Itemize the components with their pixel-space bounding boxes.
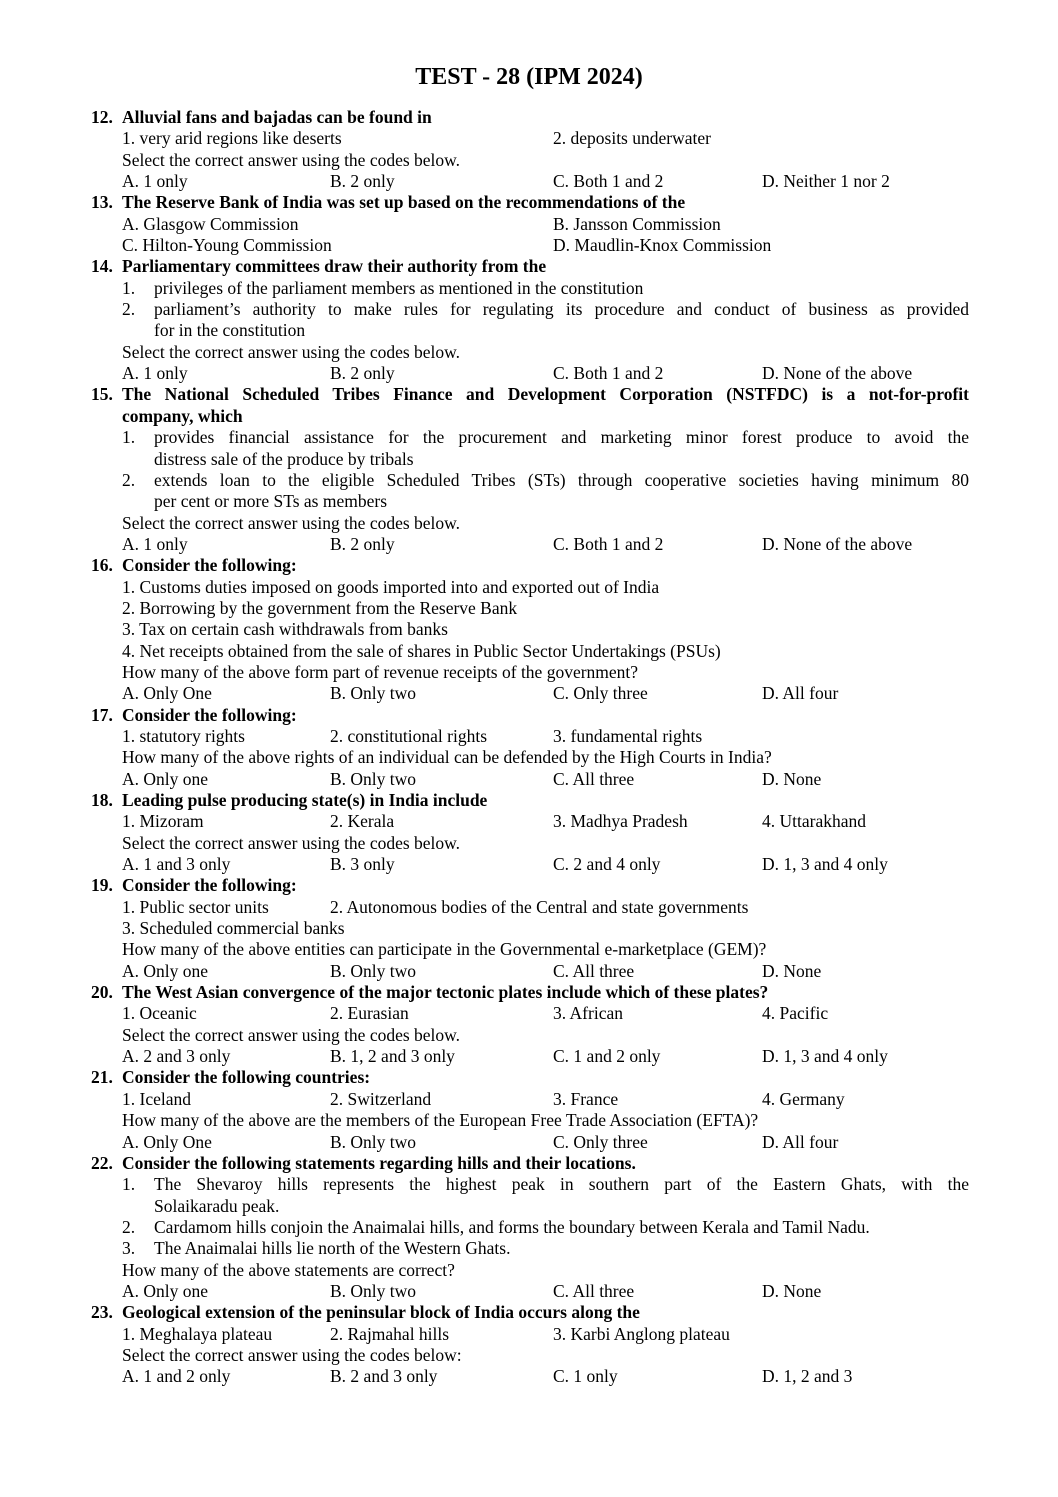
answer-options <box>91 171 969 192</box>
statement-1-cont <box>91 449 969 470</box>
option-b: B. Only two <box>330 1131 417 1152</box>
answer-options <box>91 1366 969 1387</box>
option-d: D. Maudlin-Knox Commission <box>553 235 772 256</box>
instruction: Select the correct answer using the codes below: <box>122 1344 462 1365</box>
question-16 <box>91 555 969 576</box>
statement: 3. Tax on certain cash withdrawals from banks <box>122 619 448 640</box>
question-number: 22. <box>91 1152 113 1173</box>
sub-question-line <box>91 662 969 683</box>
question-text: The Reserve Bank of India was set up based on the recommendations of the <box>122 192 686 213</box>
option-a: A. Only One <box>122 683 212 704</box>
question-number: 19. <box>91 875 113 896</box>
statement-text: parliament’s authority to make rules for regulating its procedure and conduct of business as provided <box>154 299 969 320</box>
question-15 <box>91 384 969 405</box>
answer-options <box>91 961 969 982</box>
answer-options <box>91 534 969 555</box>
sub-question: How many of the above are the members of the European Free Trade Association (EFTA)? <box>122 1110 759 1131</box>
statement: 2. Rajmahal hills <box>330 1323 450 1344</box>
statement: 3. African <box>553 1003 623 1024</box>
instruction-line <box>91 342 969 363</box>
statement: 1. Customs duties imposed on goods imported into and exported out of India <box>122 576 660 597</box>
statement-2 <box>91 1217 969 1238</box>
option-a: A. 1 only <box>122 363 188 384</box>
statement: 4. Germany <box>762 1088 845 1109</box>
statement-text: privileges of the parliament members as mentioned in the constitution <box>154 277 644 298</box>
question-14 <box>91 256 969 277</box>
statement: 3. Madhya Pradesh <box>553 811 688 832</box>
option-b: B. 2 only <box>330 533 395 554</box>
answer-options <box>91 1132 969 1153</box>
option-b: B. 2 only <box>330 171 395 192</box>
question-number: 13. <box>91 192 113 213</box>
statement-text: Solaikaradu peak. <box>154 1195 280 1216</box>
statement: 1. Meghalaya plateau <box>122 1323 273 1344</box>
option-row <box>91 128 969 149</box>
statement: 1. Public sector units <box>122 896 269 917</box>
statement: 3. Karbi Anglong plateau <box>553 1323 730 1344</box>
question-number: 21. <box>91 1067 113 1088</box>
question-text: Consider the following statements regarding hills and their locations. <box>122 1152 636 1173</box>
statement: 4. Net receipts obtained from the sale of shares in Public Sector Undertakings (PSUs) <box>122 640 721 661</box>
statement-text: Cardamom hills conjoin the Anaimalai hills, and forms the boundary between Kerala and Tamil Nadu. <box>154 1216 870 1237</box>
question-text: Parliamentary committees draw their authority from the <box>122 256 547 277</box>
statement: 4. Uttarakhand <box>762 811 866 832</box>
statement-1-cont <box>91 1196 969 1217</box>
option-a: A. 1 and 3 only <box>122 854 231 875</box>
instruction-line <box>91 833 969 854</box>
question-text: The West Asian convergence of the major tectonic plates include which of these plates? <box>122 982 769 1003</box>
statement-text: per cent or more STs as members <box>154 491 388 512</box>
option-c: C. Hilton-Young Commission <box>122 235 332 256</box>
question-number: 12. <box>91 107 113 127</box>
instruction-line <box>91 150 969 171</box>
option-row <box>91 1003 969 1024</box>
sub-question: How many of the above statements are correct? <box>122 1259 455 1280</box>
option-a: A. 1 and 2 only <box>122 1366 231 1387</box>
page-title: TEST - 28 (IPM 2024) <box>415 64 643 90</box>
question-number: 23. <box>91 1302 113 1323</box>
statement-text: distress sale of the produce by tribals <box>154 448 414 469</box>
instruction-line <box>91 1025 969 1046</box>
instruction: Select the correct answer using the codes below. <box>122 149 461 170</box>
question-number: 15. <box>91 384 113 405</box>
instruction: Select the correct answer using the codes below. <box>122 832 461 853</box>
answer-options <box>91 1046 969 1067</box>
statement-2 <box>91 598 969 619</box>
sub-question-line <box>91 1110 969 1131</box>
statement: 1. very arid regions like deserts <box>122 128 342 149</box>
answer-options <box>91 1281 969 1302</box>
option-d: D. None of the above <box>762 533 913 554</box>
statement-2-cont <box>91 491 969 512</box>
question-text: Geological extension of the peninsular block of India occurs along the <box>122 1302 640 1323</box>
statement-number: 2. <box>122 299 136 320</box>
statement-number: 3. <box>122 1238 136 1259</box>
option-d: D. None of the above <box>762 363 913 384</box>
answer-options <box>91 235 969 256</box>
option-c: C. All three <box>553 1280 635 1301</box>
instruction: Select the correct answer using the codes below. <box>122 1024 461 1045</box>
answer-options <box>91 214 969 235</box>
sub-question-line <box>91 1260 969 1281</box>
question-text: Leading pulse producing state(s) in India include <box>122 790 488 810</box>
statement-text: for in the constitution <box>154 320 306 341</box>
option-c: C. Only three <box>553 683 648 704</box>
statement: 2. Switzerland <box>330 1088 432 1109</box>
question-18 <box>91 790 969 811</box>
option-b: B. Only two <box>330 768 417 789</box>
option-b: B. 2 and 3 only <box>330 1366 438 1387</box>
option-a: A. Only One <box>122 1131 212 1152</box>
statement: 1. Mizoram <box>122 811 204 832</box>
question-20 <box>91 982 969 1003</box>
question-list <box>91 107 969 1388</box>
question-number: 17. <box>91 704 113 725</box>
option-d: D. 1, 3 and 4 only <box>762 854 888 875</box>
option-d: D. 1, 2 and 3 <box>762 1366 853 1387</box>
statement-3 <box>91 1238 969 1259</box>
option-b: B. Only two <box>330 960 417 981</box>
option-a: A. 1 only <box>122 171 188 192</box>
question-number: 20. <box>91 982 113 1003</box>
statement-1 <box>91 427 969 448</box>
statement-text: extends loan to the eligible Scheduled Tribes (STs) through cooperative societies having minimum 80 <box>154 469 969 490</box>
sub-question-line <box>91 939 969 960</box>
instruction-line <box>91 1345 969 1366</box>
option-a: A. 2 and 3 only <box>122 1046 231 1067</box>
answer-options <box>91 683 969 704</box>
option-c: C. Both 1 and 2 <box>553 533 664 554</box>
instruction-line <box>91 513 969 534</box>
option-a: A. Only one <box>122 1280 209 1301</box>
statement: 4. Pacific <box>762 1003 829 1024</box>
statement: 1. Oceanic <box>122 1003 197 1024</box>
statement-number: 2. <box>122 469 136 490</box>
statement: 2. Borrowing by the government from the Reserve Bank <box>122 597 518 618</box>
statement-number: 1. <box>122 277 136 298</box>
statement: 3. France <box>553 1088 619 1109</box>
option-c: C. Only three <box>553 1131 648 1152</box>
statement: 2. constitutional rights <box>330 725 488 746</box>
option-row <box>91 897 969 918</box>
instruction: Select the correct answer using the codes below. <box>122 512 461 533</box>
statement-1 <box>91 577 969 598</box>
option-d: D. 1, 3 and 4 only <box>762 1046 888 1067</box>
statement: 1. statutory rights <box>122 725 245 746</box>
question-12 <box>91 107 969 128</box>
statement: 2. Kerala <box>330 811 395 832</box>
question-text: Alluvial fans and bajadas can be found in <box>122 107 432 127</box>
question-number: 14. <box>91 256 113 277</box>
option-row <box>91 1324 969 1345</box>
option-row <box>91 811 969 832</box>
question-text: company, which <box>122 405 243 426</box>
statement-1 <box>91 278 969 299</box>
statement-number: 2. <box>122 1216 136 1237</box>
statement-3 <box>91 619 969 640</box>
statement-text: The Anaimalai hills lie north of the Western Ghats. <box>154 1238 511 1259</box>
sub-question: How many of the above rights of an individual can be defended by the High Courts in India? <box>122 747 772 768</box>
option-row <box>91 1089 969 1110</box>
statement-number: 1. <box>122 427 136 448</box>
option-a: A. Only one <box>122 768 209 789</box>
option-row <box>91 726 969 747</box>
option-b: B. 2 only <box>330 363 395 384</box>
option-c: C. Both 1 and 2 <box>553 363 664 384</box>
option-d: D. None <box>762 960 822 981</box>
option-b: B. Only two <box>330 683 417 704</box>
statement-text: provides financial assistance for the procurement and marketing minor forest produce to avoid the <box>154 427 969 448</box>
sub-question: How many of the above form part of revenue receipts of the government? <box>122 661 639 682</box>
option-c: C. Both 1 and 2 <box>553 171 664 192</box>
option-c: C. All three <box>553 768 635 789</box>
statement-1 <box>91 1174 969 1195</box>
question-22 <box>91 1153 969 1174</box>
option-b: B. Only two <box>330 1280 417 1301</box>
option-c: C. All three <box>553 960 635 981</box>
question-text: Consider the following countries: <box>122 1067 371 1088</box>
statement: 3. Scheduled commercial banks <box>122 918 345 939</box>
question-text: The National Scheduled Tribes Finance and Development Corporation (NSTFDC) is a not-for-profit <box>122 384 969 405</box>
question-text: Consider the following: <box>122 875 297 896</box>
option-a: A. Glasgow Commission <box>122 213 299 234</box>
question-19 <box>91 875 969 896</box>
option-b: B. Jansson Commission <box>553 213 721 234</box>
option-d: D. Neither 1 nor 2 <box>762 171 890 192</box>
statement: 2. Autonomous bodies of the Central and state governments <box>330 896 749 917</box>
option-d: D. All four <box>762 683 839 704</box>
sub-question-line <box>91 747 969 768</box>
answer-options <box>91 854 969 875</box>
answer-options <box>91 769 969 790</box>
option-c: C. 1 and 2 only <box>553 1046 661 1067</box>
question-15-cont <box>91 406 969 427</box>
option-a: A. 1 only <box>122 533 188 554</box>
option-row <box>91 918 969 939</box>
question-number: 16. <box>91 555 113 576</box>
question-text: Consider the following: <box>122 555 297 576</box>
option-b: B. 1, 2 and 3 only <box>330 1046 455 1067</box>
question-text: Consider the following: <box>122 704 297 725</box>
question-21 <box>91 1067 969 1088</box>
question-13 <box>91 192 969 213</box>
statement: 2. deposits underwater <box>553 128 711 149</box>
statement-4 <box>91 641 969 662</box>
statement: 1. Iceland <box>122 1088 191 1109</box>
option-d: D. None <box>762 1280 822 1301</box>
statement-number: 1. <box>122 1174 136 1195</box>
statement-2 <box>91 470 969 491</box>
option-d: D. All four <box>762 1131 839 1152</box>
statement-text: The Shevaroy hills represents the highest peak in southern part of the Eastern Ghats, with the <box>154 1174 969 1195</box>
statement-2-cont <box>91 320 969 341</box>
sub-question: How many of the above entities can participate in the Governmental e-marketplace (GEM)? <box>122 939 767 960</box>
option-d: D. None <box>762 768 822 789</box>
statement: 3. fundamental rights <box>553 725 703 746</box>
option-b: B. 3 only <box>330 854 395 875</box>
question-number: 18. <box>91 790 113 810</box>
statement-2 <box>91 299 969 320</box>
option-c: C. 2 and 4 only <box>553 854 661 875</box>
option-c: C. 1 only <box>553 1366 618 1387</box>
answer-options <box>91 363 969 384</box>
option-a: A. Only one <box>122 960 209 981</box>
question-23 <box>91 1302 969 1323</box>
statement: 2. Eurasian <box>330 1003 409 1024</box>
instruction: Select the correct answer using the codes below. <box>122 341 461 362</box>
question-17 <box>91 705 969 726</box>
